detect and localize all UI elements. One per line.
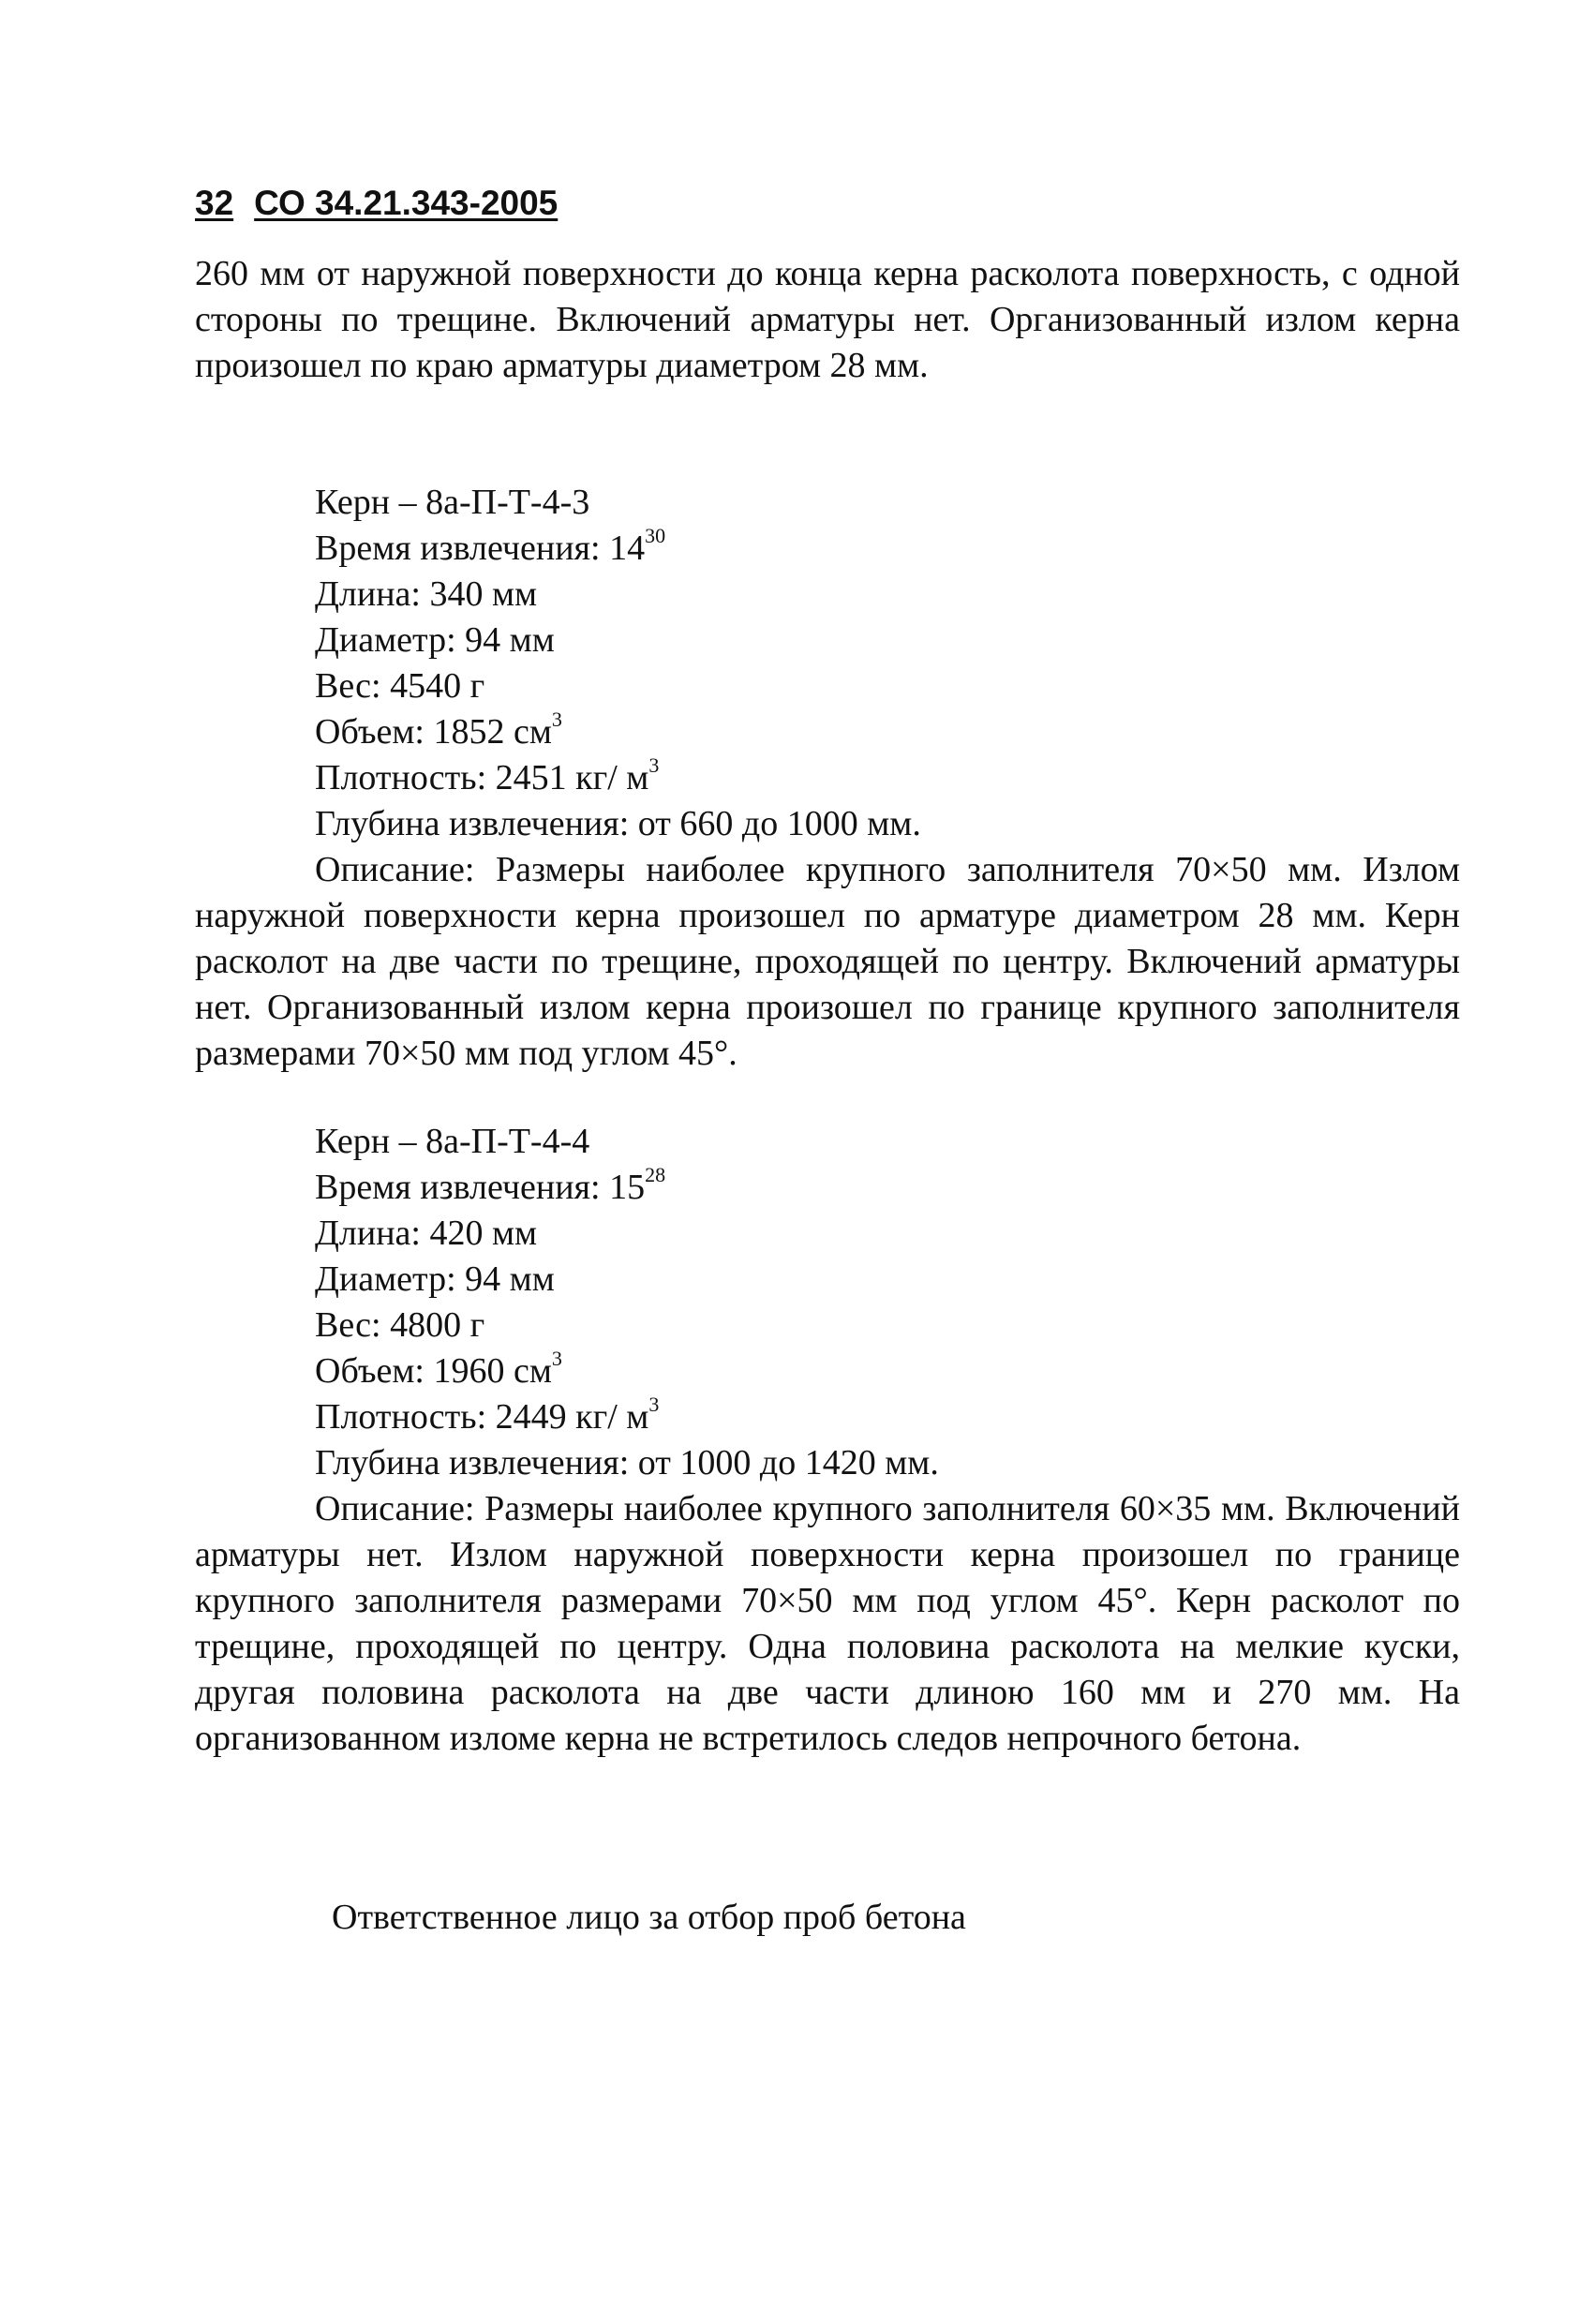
intro-paragraph: 260 мм от наружной поверхности до конца керна расколота поверхность, с одной стороны по трещине. Включений арматуры нет. Организованный излом керна произошел по краю арматуры диаметром 28 мм. — [195, 254, 1460, 385]
extraction-depth: Глубина извлечения: от 660 до 1000 мм. — [315, 804, 921, 843]
signature-line: Ответственное лицо за отбор проб бетона — [332, 1898, 966, 1937]
core-diameter: Диаметр: 94 мм — [315, 1259, 555, 1299]
core-record-2 — [195, 1119, 1460, 1762]
core-id: Керн – 8а-П-Т-4-4 — [315, 1122, 590, 1161]
core-length: Длина: 340 мм — [315, 574, 538, 614]
core-record-1 — [195, 480, 1460, 1077]
core-length: Длина: 420 мм — [315, 1214, 538, 1253]
core-description: Описание: Размеры наиболее крупного заполнителя 60×35 мм. Включений арматуры нет. Излом наружной поверхности керна произошел по границе крупного заполнителя размерами 70×50 мм под углом 45°. Керн расколот по трещине, проходящей по центру. Одна половина расколота на мелкие куски, другая половина расколота на две части длиною 160 мм и 270 мм. На организованном изломе керна не встретилось следов непрочного бетона. — [195, 1489, 1460, 1758]
extraction-depth: Глубина извлечения: от 1000 до 1420 мм. — [315, 1443, 939, 1482]
core-diameter: Диаметр: 94 мм — [315, 620, 555, 660]
core-density: Плотность: 2451 кг/ $м^3$ — [315, 753, 660, 797]
core-weight: Вес: 4800 г — [315, 1305, 485, 1345]
core-volume: Объем: 1960 $см^3$ — [315, 1347, 562, 1391]
page-number: 32 — [195, 184, 234, 222]
extraction-time: Время извлечения: $14^{30}$ — [315, 524, 666, 568]
core-density: Плотность: 2449 кг/ $м^3$ — [315, 1393, 660, 1437]
core-volume: Объем: 1852 $см^3$ — [315, 708, 562, 752]
core-id: Керн – 8а-П-Т-4-3 — [315, 483, 590, 522]
page-header — [195, 184, 558, 223]
core-weight: Вес: 4540 г — [315, 666, 485, 706]
core-description: Описание: Размеры наиболее крупного заполнителя 70×50 мм. Излом наружной поверхности керна произошел по арматуре диаметром 28 мм. Керн расколот на две части по трещине, проходящей по центру. Включений арматуры нет. Организованный излом керна произошел по границе крупного заполнителя размерами 70×50 мм под углом 45°. — [195, 850, 1460, 1073]
extraction-time: Время извлечения: $15^{28}$ — [315, 1163, 666, 1207]
document-code: СО 34.21.343-2005 — [254, 184, 559, 222]
